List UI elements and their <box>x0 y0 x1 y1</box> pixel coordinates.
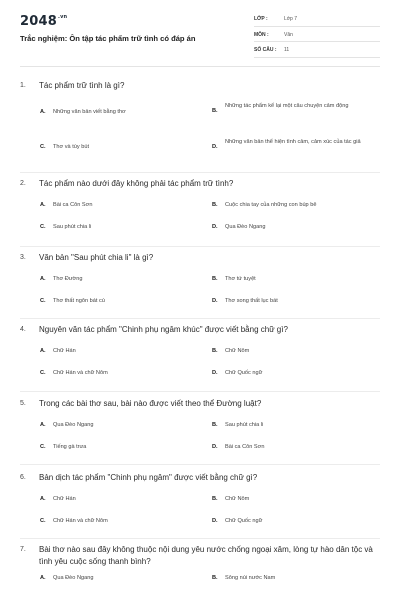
question-text: Nguyên văn tác phẩm "Chinh phụ ngâm khúc" được viết bằng chữ gì? <box>39 325 288 334</box>
question-text: Bài thơ nào sau đây không thuộc nội dung yêu nước chống ngoại xâm, lòng tự hào dân tộc và tình yêu cuộc sống thanh bình? <box>39 545 373 566</box>
question-text: Bản dịch tác phẩm "Chinh phụ ngâm" được viết bằng chữ gì? <box>39 473 258 482</box>
option-text: Thơ thất ngôn bát cú <box>53 298 105 304</box>
logo-suffix: .vn <box>57 14 68 20</box>
question-separator <box>20 391 380 392</box>
option-letter: D. <box>212 518 218 524</box>
option-text: Thơ Đường <box>53 276 83 282</box>
question-number: 1. <box>20 82 26 89</box>
question-separator <box>20 464 380 465</box>
page-header <box>0 0 400 64</box>
question-text: Tác phẩm nào dưới đây không phải tác phẩm trữ tình? <box>39 179 234 188</box>
meta-class-value: Lớp 7 <box>284 16 298 22</box>
option-letter: A. <box>40 109 46 115</box>
meta-subject-value: Văn <box>284 31 293 38</box>
options <box>20 574 380 588</box>
option-letter: B. <box>212 348 218 354</box>
question-5 <box>20 398 380 458</box>
option-text: Chữ Nôm <box>225 348 250 354</box>
option-letter: B. <box>212 422 218 428</box>
option-text: Sau phút chia li <box>225 422 264 428</box>
question-6 <box>20 472 380 532</box>
question-separator <box>20 538 380 539</box>
meta-class-row <box>254 14 380 27</box>
option-letter: C. <box>40 298 46 304</box>
question-text: Tác phẩm trữ tình là gì? <box>39 81 125 90</box>
option-letter: A. <box>40 202 46 208</box>
option-text: Chữ Hán và chữ Nôm <box>53 518 108 524</box>
question-separator <box>20 246 380 247</box>
question-text: Văn bản "Sau phút chia li" là gì? <box>39 253 154 262</box>
option-letter: A. <box>40 422 46 428</box>
question-separator <box>20 172 380 173</box>
option-letter: C. <box>40 444 46 450</box>
logo-text: 2048 <box>20 14 57 29</box>
document-title: Trắc nghiệm: Ôn tập tác phẩm trữ tình có đáp án <box>20 34 196 43</box>
option-text: Qua Đèo Ngang <box>225 224 266 230</box>
option-text: Những văn bản thể hiện tình cảm, cảm xúc của tác giả <box>225 139 361 145</box>
option-text: Sau phút chia li <box>53 224 92 230</box>
option-letter: A. <box>40 496 46 502</box>
meta-count-value: 11 <box>284 47 290 53</box>
options <box>20 272 380 312</box>
option-letter: D. <box>212 444 218 450</box>
question-number: 6. <box>20 474 26 481</box>
option-text: Bài ca Côn Sơn <box>53 202 93 208</box>
option-text: Sông núi nước Nam <box>225 575 276 581</box>
question-number: 4. <box>20 326 26 333</box>
question-stem <box>20 398 380 410</box>
option-letter: B. <box>212 575 218 581</box>
header-divider <box>20 66 380 67</box>
option-text: Những tác phẩm kể lại một câu chuyện cảm động <box>225 103 349 109</box>
options <box>20 198 380 238</box>
question-number: 2. <box>20 180 26 187</box>
question-stem <box>20 324 380 336</box>
option-letter: A. <box>40 348 46 354</box>
option-letter: C. <box>40 224 46 230</box>
option-letter: B. <box>212 108 218 114</box>
question-stem <box>20 178 380 190</box>
meta-subject-label: MÔN : <box>254 31 269 38</box>
option-text: Chữ Hán và chữ Nôm <box>53 370 108 376</box>
options <box>20 344 380 384</box>
option-text: Thơ và tùy bút <box>53 144 90 150</box>
option-letter: C. <box>40 518 46 524</box>
options <box>20 100 380 158</box>
question-stem <box>20 80 380 92</box>
option-text: Thơ tứ tuyệt <box>225 276 256 282</box>
question-4 <box>20 324 380 384</box>
option-text: Những văn bản viết bằng thơ <box>53 109 126 115</box>
option-letter: A. <box>40 575 46 581</box>
question-2 <box>20 178 380 238</box>
option-letter: D. <box>212 370 218 376</box>
meta-count-row <box>254 45 380 58</box>
option-text: Chữ Nôm <box>225 496 250 502</box>
option-letter: B. <box>212 276 218 282</box>
options <box>20 418 380 458</box>
question-3 <box>20 252 380 312</box>
option-letter: D. <box>212 224 218 230</box>
options <box>20 492 380 532</box>
meta-subject-row <box>254 30 380 43</box>
option-text: Chữ Quốc ngữ <box>225 518 263 524</box>
question-number: 7. <box>20 546 26 553</box>
question-1 <box>20 80 380 158</box>
question-stem <box>20 252 380 264</box>
site-logo[interactable] <box>20 14 67 29</box>
option-text: Bài ca Côn Sơn <box>225 444 265 450</box>
option-letter: D. <box>212 144 218 150</box>
option-text: Qua Đèo Ngang <box>53 575 94 581</box>
option-text: Chữ Hán <box>53 496 76 502</box>
question-stem <box>20 472 380 484</box>
meta-class-label: LỚP : <box>254 16 268 22</box>
option-text: Thơ song thất lục bát <box>225 298 278 304</box>
option-letter: B. <box>212 202 218 208</box>
option-text: Cuộc chia tay của những con búp bê <box>225 202 317 208</box>
option-letter: C. <box>40 370 46 376</box>
option-letter: A. <box>40 276 46 282</box>
option-letter: B. <box>212 496 218 502</box>
question-number: 3. <box>20 254 26 261</box>
option-letter: D. <box>212 298 218 304</box>
option-letter: C. <box>40 144 46 150</box>
option-text: Chữ Quốc ngữ <box>225 370 263 376</box>
question-7 <box>20 544 380 588</box>
question-text: Trong các bài thơ sau, bài nào được viết theo thể Đường luật? <box>39 399 262 408</box>
question-separator <box>20 318 380 319</box>
option-text: Qua Đèo Ngang <box>53 422 94 428</box>
meta-panel <box>254 14 380 61</box>
option-text: Tiếng gà trưa <box>53 444 87 450</box>
meta-count-label: SỐ CÂU : <box>254 47 277 53</box>
option-text: Chữ Hán <box>53 348 76 354</box>
question-number: 5. <box>20 400 26 407</box>
question-stem <box>20 544 380 568</box>
